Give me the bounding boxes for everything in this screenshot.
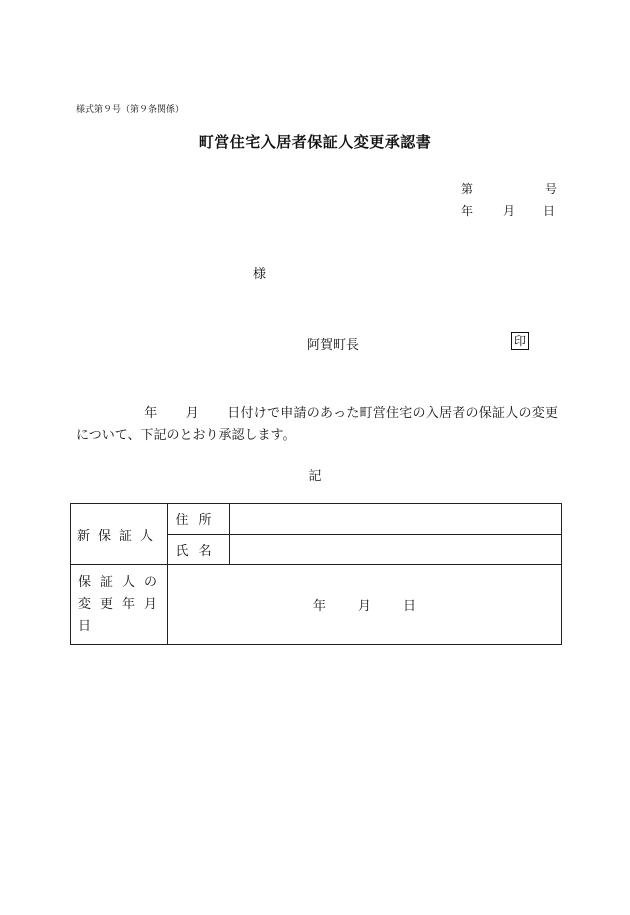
document-title: 町営住宅入居者保証人変更承認書 (198, 133, 432, 151)
name-field[interactable] (230, 534, 562, 565)
document-number (461, 180, 557, 197)
issue-date-year: 年 (461, 204, 474, 218)
form-number: 様式第９号（第９条関係） (76, 105, 185, 115)
new-guarantor-label: 新保証人 (71, 504, 168, 565)
guarantor-table (70, 503, 562, 645)
change-date-label-line1: 保証人の (78, 574, 167, 590)
change-date-field[interactable] (168, 565, 562, 645)
address-label: 住所 (168, 504, 230, 535)
address-field[interactable] (230, 504, 562, 535)
body-text: 日付けで申請のあった町営住宅の入居者の保証人の変更について、下記のとおり承認します。 (76, 406, 558, 443)
change-date-month: 月 (357, 599, 371, 614)
body-date-month: 月 (185, 406, 199, 421)
change-date-year: 年 (312, 599, 326, 614)
issue-date-day: 日 (543, 204, 556, 218)
body-paragraph (76, 403, 558, 447)
addressee-suffix: 様 (253, 267, 267, 282)
change-date-label-line2: 変更年月日 (78, 596, 167, 634)
seal-mark: 印 (511, 332, 529, 350)
doc-number-prefix: 第 (461, 182, 474, 196)
change-date-day: 日 (403, 599, 417, 614)
issue-date (461, 202, 555, 219)
issue-date-month: 月 (503, 204, 516, 218)
issuer-name: 阿賀町長 (307, 338, 360, 353)
ki-heading: 記 (308, 469, 322, 484)
change-date-label (71, 565, 168, 645)
body-date-year: 年 (144, 406, 158, 421)
doc-number-suffix: 号 (545, 182, 558, 196)
name-label: 氏名 (168, 534, 230, 565)
